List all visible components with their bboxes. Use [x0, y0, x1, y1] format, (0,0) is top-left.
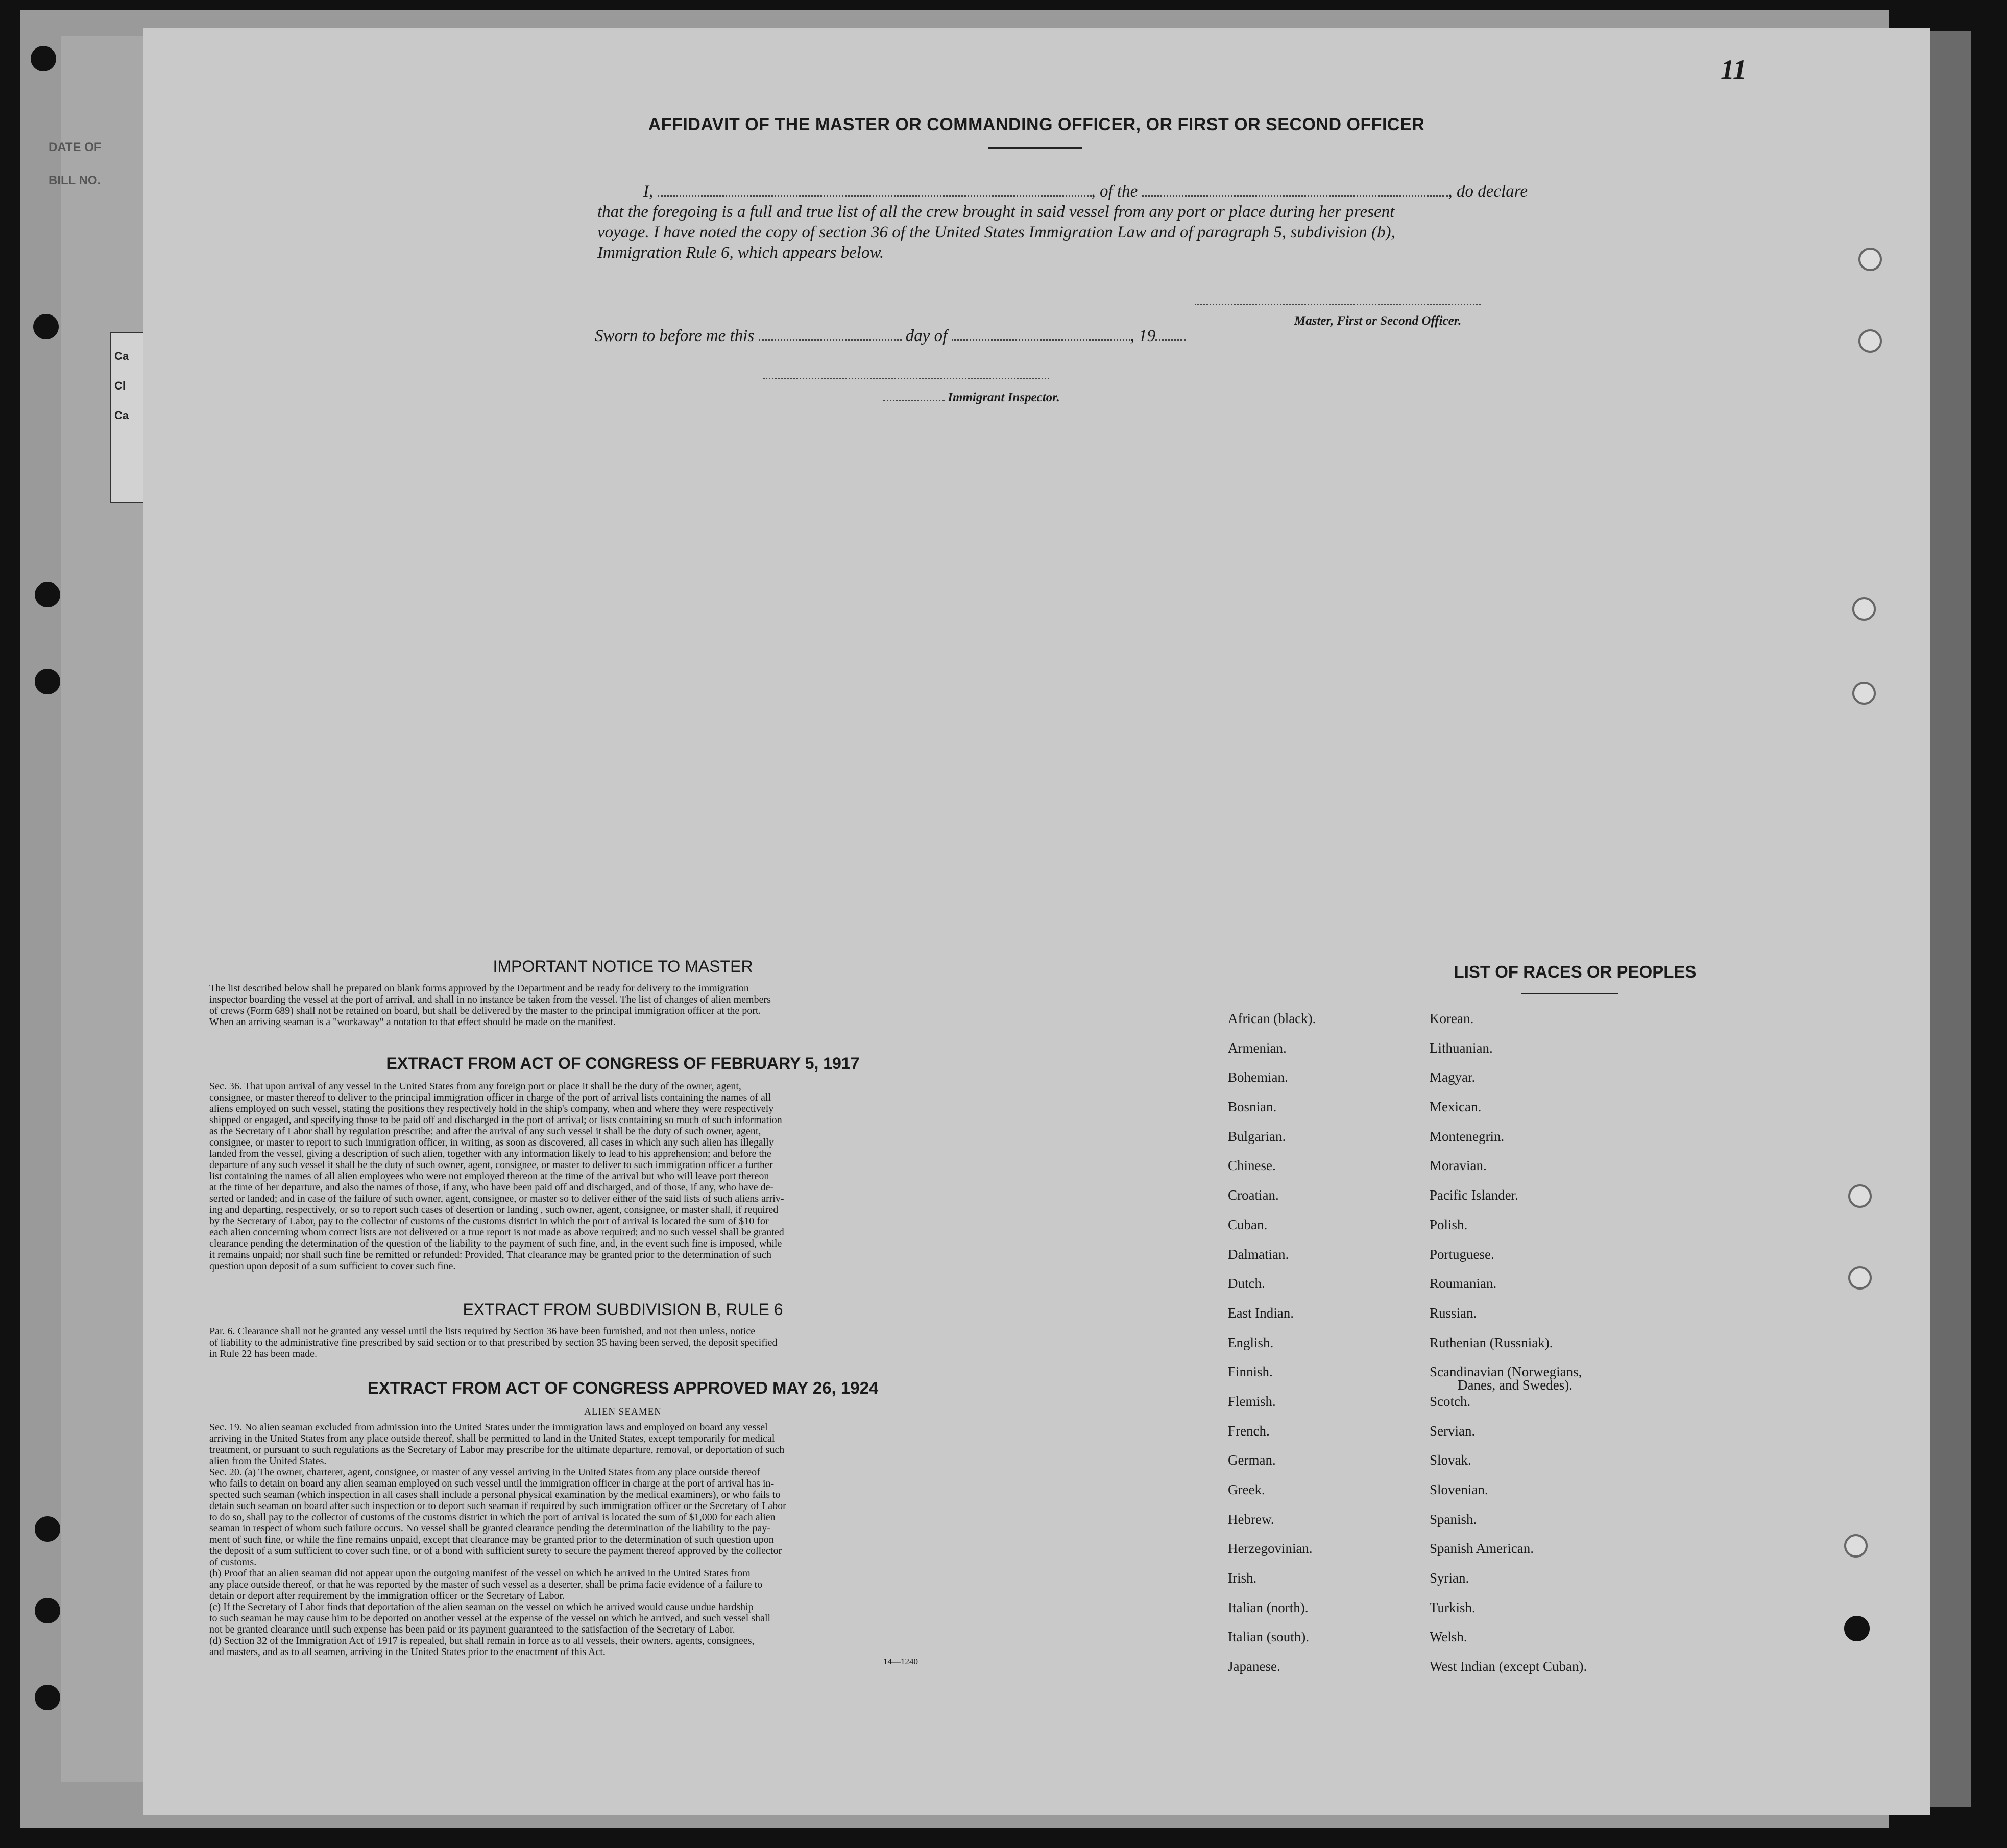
- race-item-scandinavian: [1430, 1364, 1587, 1394]
- sworn-line: [595, 327, 1186, 346]
- race-item: Bosnian.: [1228, 1099, 1277, 1115]
- extract-line: detain such seaman on board after such inspection or to deport such seaman if required by such immigration officer or the Secretary of Labor: [209, 1500, 786, 1512]
- affidavit-line-4: Immigration Rule 6, which appears below.: [597, 244, 884, 262]
- race-item: Finnish.: [1228, 1364, 1273, 1380]
- extract-line: at the time of her departure, and also the names of those, if any, who have been paid off and discharged, and of those, if any, who have de-: [209, 1182, 774, 1193]
- race-item: Cuban.: [1228, 1217, 1268, 1232]
- affidavit-body: [597, 181, 1567, 263]
- race-item-continuation: Danes, and Swedes).: [1458, 1377, 1573, 1393]
- extract-line: ing and departing, respectively, or so to report such cases of desertion or landing , such owner, agent, consignee, or master shall, if required: [209, 1204, 779, 1215]
- rule6-line: Par. 6. Clearance shall not be granted any vessel until the lists required by Section 36 have been furnished, and not then unless, notice: [209, 1326, 756, 1337]
- notice-line: of crews (Form 689) shall not be retained on board, but shall be delivered by the master to the principal immigration officer at the port.: [209, 1005, 761, 1016]
- rule6-text: [209, 1326, 1026, 1359]
- extract-1924-text: [209, 1422, 1026, 1658]
- margin-label-1: Ca: [114, 350, 129, 362]
- do-declare-label: , do declare: [1448, 182, 1528, 201]
- extract-line: the deposit of a sum sufficient to cover such fine, or of a bond with sufficient surety to secure the payment thereof approved by the collector: [209, 1545, 782, 1557]
- extract-line: serted or landed; and in case of the failure of such owner, agent, consignee, or master so to deliver either of the said lists of such aliens arriv-: [209, 1193, 784, 1204]
- extract-line: treatment, or pursuant to such regulations as the Secretary of Labor may prescribe for the ultimate departure, removal, or deportation of such: [209, 1444, 785, 1455]
- extract-line: seaman in respect of whom such failure occurs. No vessel shall be granted clearance pending the determination of the liability to the pay-: [209, 1523, 771, 1534]
- race-item: East Indian.: [1228, 1305, 1294, 1321]
- race-item: Portuguese.: [1430, 1246, 1494, 1262]
- race-item: Croatian.: [1228, 1187, 1279, 1203]
- binder-ring: [1858, 329, 1882, 353]
- race-item: Flemish.: [1228, 1393, 1276, 1409]
- races-title-underline: [1521, 993, 1618, 994]
- name-field[interactable]: [658, 195, 1092, 197]
- races-right-column: [1430, 1011, 1587, 1688]
- extract-1924-title: EXTRACT FROM ACT OF CONGRESS APPROVED MAY 26, 1924: [367, 1378, 879, 1397]
- race-item: Mexican.: [1430, 1099, 1482, 1115]
- sworn-month-field[interactable]: [952, 339, 1130, 341]
- race-item: Greek.: [1228, 1482, 1265, 1497]
- master-caption: Master, First or Second Officer.: [1294, 314, 1462, 328]
- rule6-title: EXTRACT FROM SUBDIVISION B, RULE 6: [463, 1300, 783, 1319]
- punch-hole: [35, 1516, 60, 1542]
- sworn-day-field[interactable]: [759, 339, 902, 341]
- races-left-column: [1228, 1011, 1316, 1688]
- extract-line: consignee, or master to report to such immigration officer, in writing, as soon as discovered, all cases in which any such alien has illegally: [209, 1137, 774, 1148]
- extract-line: question upon deposit of a sum sufficient to cover such fine.: [209, 1260, 456, 1272]
- affidavit-line-2: that the foregoing is a full and true list of all the crew brought in said vessel from any port or place during her present: [597, 203, 1395, 221]
- race-item: West Indian (except Cuban).: [1430, 1659, 1587, 1674]
- notice-line: The list described below shall be prepared on blank forms approved by the Department and be ready for delivery to the immigration: [209, 983, 749, 994]
- binder-ring: [1848, 1266, 1872, 1290]
- extract-1917-title: EXTRACT FROM ACT OF CONGRESS OF FEBRUARY 5, 1917: [386, 1054, 860, 1073]
- binder-ring: [1852, 682, 1876, 705]
- extract-line: alien from the United States.: [209, 1455, 327, 1467]
- race-item: German.: [1228, 1452, 1276, 1468]
- binder-ring: [1848, 1184, 1872, 1208]
- extract-line: ment of such fine, or while the fine remains unpaid, except that clearance may be granted prior to the determination of such question upon: [209, 1534, 774, 1545]
- extract-line: any place outside thereof, or that he was reported by the master of such vessel as a deserter, shall be prima facie evidence of a failure to: [209, 1579, 763, 1590]
- extract-line: who fails to detain on board any alien seaman employed on such vessel until the immigration officer in charge at the port of arrival has in-: [209, 1478, 775, 1489]
- race-item: Slovak.: [1430, 1452, 1471, 1468]
- race-item: Turkish.: [1430, 1599, 1476, 1615]
- race-item: Ruthenian (Russniak).: [1430, 1334, 1553, 1350]
- extract-line: departure of any such vessel it shall be the duty of such owner, agent, consignee, or master to deliver to such immigration officer a further: [209, 1159, 773, 1171]
- year-label: , 19: [1130, 327, 1156, 345]
- race-item: Spanish.: [1430, 1511, 1477, 1527]
- race-item: Montenegrin.: [1430, 1128, 1505, 1144]
- punch-hole: [35, 1598, 60, 1623]
- extract-line: clearance pending the determination of the question of the liability to the payment of such fine, and, in the event such fine is imposed, while: [209, 1238, 782, 1249]
- race-item: Italian (south).: [1228, 1629, 1309, 1645]
- affidavit-first-line: [597, 181, 1567, 202]
- inspector-signature-line[interactable]: [763, 378, 1049, 379]
- punch-hole: [1844, 1616, 1870, 1641]
- rule6-line: of liability to the administrative fine prescribed by said section or to that prescribed by section 35 having been served, the deposit specified: [209, 1337, 778, 1348]
- extract-line: to such seaman he may cause him to be deported on another vessel at the expense of the vessel on which he arrived, and such vessel shall: [209, 1613, 771, 1624]
- rule6-line: in Rule 22 has been made.: [209, 1348, 318, 1359]
- race-item: Irish.: [1228, 1570, 1257, 1586]
- document-page: [143, 28, 1930, 1815]
- races-title: LIST OF RACES OR PEOPLES: [1454, 962, 1697, 981]
- day-of-label: day of: [905, 327, 948, 345]
- race-item: Welsh.: [1430, 1629, 1467, 1645]
- alien-seamen-subtitle: ALIEN SEAMEN: [584, 1406, 662, 1417]
- extract-line: landed from the vessel, giving a description of such alien, together with any information likely to lead to his apprehension; and before the: [209, 1148, 771, 1159]
- race-item: Chinese.: [1228, 1158, 1276, 1174]
- extract-line: to do so, shall pay to the collector of customs of the customs district in which the port of arrival is located the sum of $1,000 for each alien: [209, 1512, 776, 1523]
- extract-line: consignee, or master thereof to deliver to the principal immigration officer in charge of the port of arrival lists containing the names of all: [209, 1092, 771, 1103]
- extract-line: Sec. 20. (a) The owner, charterer, agent, consignee, or master of any vessel arriving in the United States from any place outside thereof: [209, 1467, 760, 1478]
- race-item: French.: [1228, 1423, 1270, 1439]
- affidavit-line-3: voyage. I have noted the copy of section 36 of the United States Immigration Law and of paragraph 5, subdivision (b),: [597, 223, 1395, 241]
- extract-line: (d) Section 32 of the Immigration Act of 1917 is repealed, but shall remain in force as to all vessels, their owners, agents, consignees,: [209, 1635, 755, 1646]
- extract-line: (c) If the Secretary of Labor finds that deportation of the alien seaman on the vessel on which he arrived would cause undue hardship: [209, 1601, 754, 1613]
- binder-ring: [1852, 597, 1876, 621]
- extract-line: Sec. 36. That upon arrival of any vessel in the United States from any foreign port or place it shall be the duty of the owner, agent,: [209, 1081, 741, 1092]
- title-underline: [988, 147, 1082, 149]
- master-signature-line[interactable]: [1195, 304, 1481, 305]
- left-binding-strip: [61, 36, 143, 1782]
- extract-line: detain or deport after requirement by the immigration officer or the Secretary of Labor.: [209, 1590, 565, 1601]
- extract-line: by the Secretary of Labor, pay to the collector of customs of the customs district in which the port of arrival is located the sum of $10 for: [209, 1215, 769, 1227]
- form-number: 14—1240: [883, 1657, 918, 1666]
- race-item: Spanish American.: [1430, 1541, 1534, 1557]
- of-the-label: , of the: [1091, 182, 1138, 201]
- binder-ring: [1844, 1534, 1868, 1558]
- extract-1917-text: [209, 1081, 1026, 1272]
- race-item: African (black).: [1228, 1011, 1316, 1026]
- race-item: Slovenian.: [1430, 1482, 1488, 1497]
- vessel-field[interactable]: [1142, 195, 1448, 197]
- race-item: Pacific Islander.: [1430, 1187, 1518, 1203]
- extract-line: (b) Proof that an alien seaman did not appear upon the outgoing manifest of the vessel on which he arrived in the United States from: [209, 1568, 751, 1579]
- extract-line: shipped or engaged, and specifying those to be paid off and discharged in the port of arrival; or lists containing so much of such information: [209, 1114, 782, 1126]
- extract-line: Sec. 19. No alien seaman excluded from admission into the United States under the immigration laws and employed on board any vessel: [209, 1422, 768, 1433]
- sworn-label: Sworn to before me this: [595, 327, 755, 345]
- margin-label-2: Cl: [114, 379, 126, 392]
- race-item: Syrian.: [1430, 1570, 1469, 1586]
- notice-line: inspector boarding the vessel at the port of arrival, and shall in no instance be taken from the vessel. The list of changes of alien members: [209, 994, 771, 1005]
- race-item: Moravian.: [1430, 1158, 1487, 1174]
- extract-line: it remains unpaid; nor shall such fine be remitted or refunded: Provided, That clearance may be granted prior to the determination of such: [209, 1249, 771, 1260]
- race-item: Dalmatian.: [1228, 1246, 1289, 1262]
- binder-ring: [1858, 248, 1882, 271]
- race-item: Roumanian.: [1430, 1276, 1497, 1292]
- punch-hole: [33, 314, 59, 339]
- extract-line: arriving in the United States from any place outside thereof, shall be permitted to land in the United States, except temporarily for medical: [209, 1433, 775, 1444]
- race-item: Japanese.: [1228, 1659, 1280, 1674]
- race-item: Scandinavian (Norwegians,: [1430, 1364, 1582, 1380]
- punch-hole: [35, 669, 60, 694]
- race-item: Russian.: [1430, 1305, 1477, 1321]
- inspector-dots: [883, 400, 945, 401]
- margin-text-bill: BILL NO.: [49, 174, 101, 187]
- race-item: Bulgarian.: [1228, 1128, 1286, 1144]
- race-item: English.: [1228, 1334, 1274, 1350]
- i-label: I,: [643, 182, 654, 201]
- extract-line: not be granted clearance until such expense has been paid or its payment guaranteed to the satisfaction of the Secretary of Labor.: [209, 1624, 735, 1635]
- extract-line: of customs.: [209, 1557, 257, 1568]
- punch-hole: [35, 1685, 60, 1710]
- extract-line: aliens employed on such vessel, stating the positions they respectively hold in the ship's company, when and where they were respectively: [209, 1103, 774, 1114]
- extract-line: and masters, and as to all seamen, arriving in the United States prior to the enactment of this Act.: [209, 1646, 606, 1658]
- race-item: Herzegovinian.: [1228, 1541, 1313, 1557]
- race-item: Hebrew.: [1228, 1511, 1274, 1527]
- extract-line: list containing the names of all alien employees who were not employed thereon at the time of the arrival but who will leave port thereon: [209, 1171, 769, 1182]
- affidavit-title: AFFIDAVIT OF THE MASTER OR COMMANDING OFFICER, OR FIRST OR SECOND OFFICER: [648, 115, 1425, 134]
- punch-hole: [31, 46, 56, 71]
- notice-text: [209, 983, 1026, 1028]
- race-item: Polish.: [1430, 1217, 1468, 1232]
- inspector-caption-row: [883, 391, 1060, 405]
- extract-line: each alien concerning whom correct lists are not delivered or a true report is not made as above required; and no such vessel shall be granted: [209, 1227, 784, 1238]
- race-item: Bohemian.: [1228, 1069, 1288, 1085]
- notice-line: When an arriving seaman is a "workaway" a notation to that effect should be made on the manifest.: [209, 1016, 616, 1028]
- race-item: Lithuanian.: [1430, 1040, 1493, 1056]
- extract-line: as the Secretary of Labor shall by regulation prescribe; and after the arrival of any such vessel it shall be the duty of such owner, agent,: [209, 1126, 761, 1137]
- race-item: Dutch.: [1228, 1276, 1265, 1292]
- race-item: Korean.: [1430, 1011, 1474, 1026]
- race-item: Magyar.: [1430, 1069, 1476, 1085]
- race-item: Servian.: [1430, 1423, 1476, 1439]
- notice-title: IMPORTANT NOTICE TO MASTER: [493, 957, 753, 976]
- page-number: 11: [1721, 54, 1747, 85]
- extract-line: spected such seaman (which inspection in all cases shall include a personal physical examination by the medical examiners), or who fails to: [209, 1489, 781, 1500]
- race-item: Scotch.: [1430, 1393, 1471, 1409]
- margin-text-date: DATE OF: [49, 140, 102, 154]
- sworn-year-field[interactable]: [1155, 339, 1186, 341]
- race-item: Armenian.: [1228, 1040, 1287, 1056]
- punch-hole: [35, 582, 60, 607]
- race-item: Italian (north).: [1228, 1599, 1309, 1615]
- margin-label-3: Ca: [114, 409, 129, 422]
- inspector-caption: Immigrant Inspector.: [948, 391, 1060, 404]
